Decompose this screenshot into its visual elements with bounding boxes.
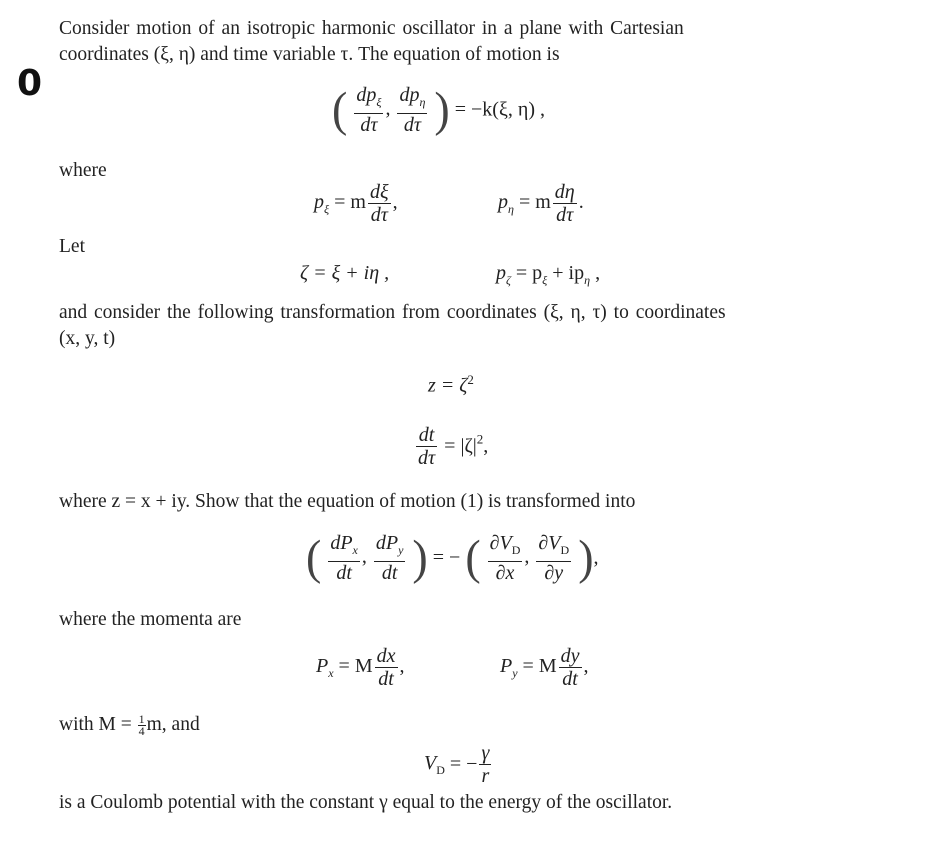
momenta-label: where the momenta are: [59, 609, 242, 630]
transform-line-2: (x, y, t): [59, 328, 116, 349]
fraction-dxi: $\frac{d\xi}{d\tau}$: [369, 181, 389, 226]
equation-coulomb: $V_D$ = − $\frac{\gamma}{r}$: [424, 742, 490, 787]
final-sentence: is a Coulomb potential with the constant γ equal to the energy of the oscillator.: [59, 792, 673, 813]
fraction-deta: $\frac{d\eta}{d\tau}$: [554, 181, 575, 226]
fraction-gamma-r: $\frac{\gamma}{r}$: [481, 742, 490, 787]
equation-zeta: ζ = ξ + iη ,: [300, 262, 390, 284]
transform-paragraph: [59, 300, 879, 352]
where-label-2: where z = x + iy. Show that the equation of motion (1) is transformed into: [59, 491, 636, 512]
with-M-line: with M = $\frac{1}{4}$ m, and: [59, 712, 200, 739]
fraction-dx-dt: $\frac{dx}{dt}$: [376, 645, 396, 690]
fraction-dPx: $\frac{dP_x}{dt}$: [330, 532, 358, 584]
fraction-dpeta: $\frac{dp_\eta}{d\tau}$: [399, 84, 426, 136]
equation-Py: $P_y = M$ $\frac{dy}{dt}$ ,: [500, 645, 589, 690]
transform-line-1: and consider the following transformation from coordinates (ξ, η, τ) to coordinates: [59, 302, 726, 323]
equation-momenta-def: $p_\xi = m$ $\frac{d\xi}{d\tau}$ ,: [314, 181, 398, 226]
intro-line-1: Consider motion of an isotropic harmonic oscillator in a plane with Cartesian: [59, 18, 684, 39]
equation-rhs: = −k(ξ, η) ,: [454, 98, 546, 121]
equation-motion: ( $\frac{dp_\xi}{d\tau}$ , $\frac{dp_\eta}{d\tau}$ ) = −k(ξ, η) ,: [332, 82, 546, 137]
equation-dt: $\frac{dt}{d\tau}$ = $|\zeta|^2$,: [418, 424, 489, 469]
margin-mark: 0: [17, 63, 43, 104]
fraction-one-quarter: $\frac{1}{4}$: [138, 712, 145, 739]
equation-momenta-def-2: $p_\eta = m$ $\frac{d\eta}{d\tau}$ .: [498, 181, 584, 226]
paren-open: (: [332, 82, 348, 137]
fraction-dPy: $\frac{dP_y}{dt}$: [375, 532, 404, 584]
equation-Px: $P_x = M$ $\frac{dx}{dt}$ ,: [316, 645, 405, 690]
let-label: Let: [59, 236, 85, 257]
where-label-1: where: [59, 160, 107, 181]
fraction-dpxi: $\frac{dp_\xi}{d\tau}$: [356, 84, 382, 136]
equation-transformed: ( $\frac{dP_x}{dt}$ , $\frac{dP_y}{dt}$ ) = − ( $\frac{\partial V_D}{\partial x}$ , $\frac{\partial V_D}{\partial y}$ ),: [306, 530, 599, 585]
intro-paragraph: [59, 16, 879, 68]
paren-close: ): [434, 82, 450, 137]
equation-pzeta: $p_\zeta = p_\xi + ip_\eta$ ,: [496, 262, 601, 287]
equation-z: $z = \zeta^2$: [428, 372, 474, 397]
fraction-dt-dtau: $\frac{dt}{d\tau}$: [418, 424, 436, 469]
fraction-dVdy: $\frac{\partial V_D}{\partial y}$: [538, 532, 570, 584]
fraction-dVdx: $\frac{\partial V_D}{\partial x}$: [489, 532, 521, 584]
fraction-dy-dt: $\frac{dy}{dt}$: [560, 645, 580, 690]
intro-line-2: coordinates (ξ, η) and time variable τ. The equation of motion is: [59, 44, 560, 65]
